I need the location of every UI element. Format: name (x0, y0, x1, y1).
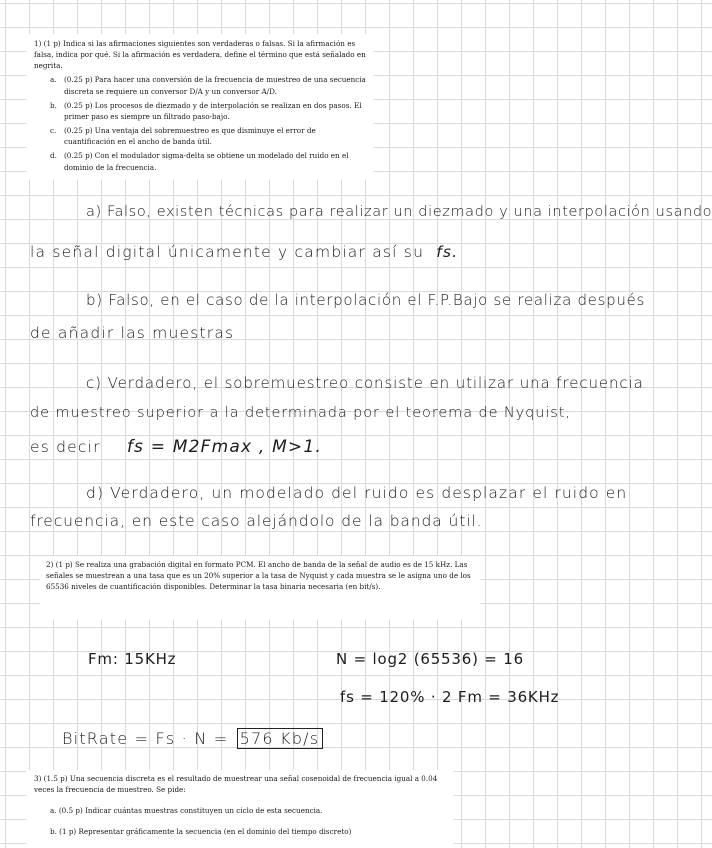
answer-c-line-3-text: es decir (30, 438, 101, 456)
question-1-item-b (50, 100, 368, 122)
item-text: (0.25 p) Para hacer una conversión de la frecuencia de muestreo de una secuencia discreta se requiere un conversor D/A y un conversor A/D. (64, 75, 366, 96)
item-letter: c. (50, 126, 57, 136)
bitrate-label: BitRate = Fs · N = (62, 729, 229, 748)
answer-d-line-2: frecuencia, en este caso alejándolo de la banda útil. (30, 512, 483, 530)
question-1-title: 1) (1 p) Indica si las afirmaciones siguientes son verdaderas o falsas. Si la afirmación es falsa, indica por qué. Si la afirmación es verdadera, define el término que está señalado en negrita. (34, 39, 366, 71)
question-1-item-a (50, 74, 368, 96)
fm-value: Fm: 15KHz (88, 650, 177, 668)
bitrate-result-box: 576 Kb/s (237, 728, 324, 749)
answer-c-line-2: de muestreo superior a la determinada por el teorema de Nyquist, (30, 405, 571, 421)
question-1-item-d (50, 150, 368, 172)
fs-symbol: fs. (436, 243, 459, 261)
answer-a-line-1: a) Falso, existen técnicas para realizar un diezmado y una interpolación usando (86, 204, 712, 220)
question-3-item-a: a. (0.5 p) Indicar cuántas muestras constituyen un ciclo de esta secuencia. (50, 806, 323, 816)
question-3-title: 3) (1.5 p) Una secuencia discreta es el resultado de muestrear una señal cosenoidal de frecuencia igual a 0.04 veces la frecuencia de muestreo. Se pide: (34, 774, 438, 795)
question-2-text: 2) (1 p) Se realiza una grabación digital en formato PCM. El ancho de banda de la señal de audio es de 15 kHz. Las señales se muestrean a una tasa que es un 20% superior a la tasa de Nyquist y cada muestra se le asigna uno de los 65536 niveles de cuantificación disponibles. Determinar la tasa binaria necesaria (en bit/s). (46, 560, 471, 592)
item-letter: d. (50, 151, 57, 161)
item-letter: b. (50, 100, 57, 110)
fs-calculation: fs = 120% · 2 Fm = 36KHz (340, 688, 560, 706)
item-text: (0.25 p) Una ventaja del sobremuestreo es que disminuye el error de cuantificación en el ancho de banda útil. (64, 126, 316, 147)
answer-b-line-1: b) Falso, en el caso de la interpolación el F.P.Bajo se realiza después (86, 291, 645, 309)
item-letter: a. (50, 75, 57, 85)
question-1-block (26, 34, 374, 180)
answer-b-line-2: de añadir las muestras (30, 324, 235, 342)
fs-formula: fs = M2Fmax , M>1. (126, 437, 322, 457)
item-text: (0.25 p) Con el modulador sigma-delta se obtiene un modelado del ruido en el dominio de la frecuencia. (64, 151, 349, 172)
question-3-block (26, 770, 454, 848)
answer-a-line-2-text: la señal digital únicamente y cambiar así su (30, 243, 425, 261)
bitrate-line (62, 729, 323, 748)
n-calculation: N = log2 (65536) = 16 (336, 650, 524, 668)
answer-c-line-3 (30, 437, 322, 457)
question-2-block (40, 556, 480, 620)
question-1-item-c (50, 125, 368, 147)
question-3-item-b: b. (1 p) Representar gráficamente la secuencia (en el dominio del tiempo discreto) (50, 827, 352, 837)
answer-a-line-2 (30, 243, 458, 261)
answer-c-line-1: c) Verdadero, el sobremuestreo consiste en utilizar una frecuencia (86, 374, 644, 392)
answer-d-line-1: d) Verdadero, un modelado del ruido es desplazar el ruido en (86, 484, 628, 502)
item-text: (0.25 p) Los procesos de diezmado y de interpolación se realizan en dos pasos. El primer paso es siempre un filtrado paso-bajo. (64, 100, 362, 121)
